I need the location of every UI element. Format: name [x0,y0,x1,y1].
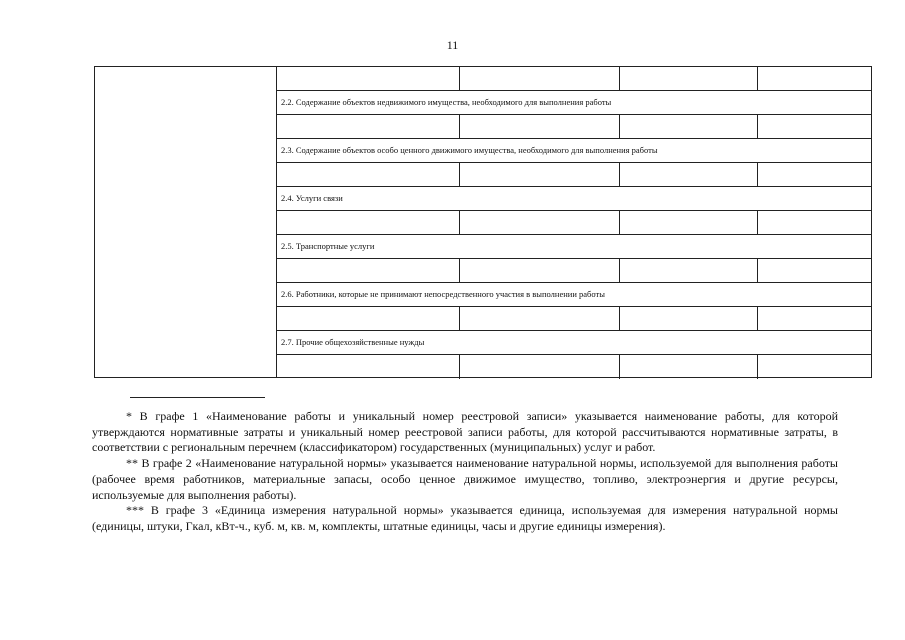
table-row [277,355,871,379]
table-cell [620,115,758,138]
table-row [277,211,871,235]
footnote-2: ** В графе 2 «Наименование натуральной нормы» указывается наименование натуральной нормы, используемой для выполнения работы (рабочее время работников, материальные запасы, особо ценное движимое имущество, топливо, электроэнергия и другие ресурсы, используемые для выполнения работы). [92,456,838,502]
table-row [277,67,871,91]
table-cell [620,163,758,186]
table-cell [460,163,620,186]
footnote-separator [130,397,265,398]
section-row [277,331,871,355]
table-cell [460,115,620,138]
table-row [277,115,871,139]
table-cell [460,307,620,330]
section-row [277,235,871,259]
table-row [277,163,871,187]
page-number: 11 [446,38,459,52]
table-cell [620,355,758,379]
norms-table [94,66,872,378]
table-cell [277,211,460,234]
section-label: 2.2. Содержание объектов недвижимого имущества, необходимого для выполнения работы [281,97,612,107]
section-label: 2.3. Содержание объектов особо ценного движимого имущества, необходимого для выполнения работы [281,145,658,155]
work-name-column [95,67,277,377]
table-cell [277,163,460,186]
table-cell [277,67,460,90]
table-cell [277,115,460,138]
section-label: 2.5. Транспортные услуги [281,241,375,251]
table-cell [277,307,460,330]
table-row [277,307,871,331]
section-row [277,187,871,211]
table-cell [277,355,460,379]
footnote-1: * В графе 1 «Наименование работы и уникальный номер реестровой записи» указывается наименование работы, для которой утверждаются нормативные затраты и уникальный номер реестровой записи работы, для которой рассчитываются нормативные затраты, в соответствии с региональным перечнем (классификатором) государственных (муниципальных) услуг и работ. [92,409,838,455]
table-cell [620,307,758,330]
section-row [277,139,871,163]
table-cell [277,259,460,282]
section-label: 2.4. Услуги связи [281,193,343,203]
table-cell [460,67,620,90]
footnotes [92,409,838,535]
table-cell [460,355,620,379]
footnote-3: *** В графе 3 «Единица измерения натуральной нормы» указывается единица, используемая для измерения натуральной нормы (единицы, штуки, Гкал, кВт-ч., куб. м, кв. м, комплекты, штатные единицы, часы и другие единицы измерения). [92,503,838,533]
table-cell [460,211,620,234]
section-label: 2.6. Работники, которые не принимают непосредственного участия в выполнении работы [281,289,605,299]
table-cell [620,67,758,90]
table-row [277,259,871,283]
table-cell [460,259,620,282]
table-cell [620,259,758,282]
section-row [277,283,871,307]
section-label: 2.7. Прочие общехозяйственные нужды [281,337,425,347]
section-row [277,91,871,115]
table-cell [620,211,758,234]
